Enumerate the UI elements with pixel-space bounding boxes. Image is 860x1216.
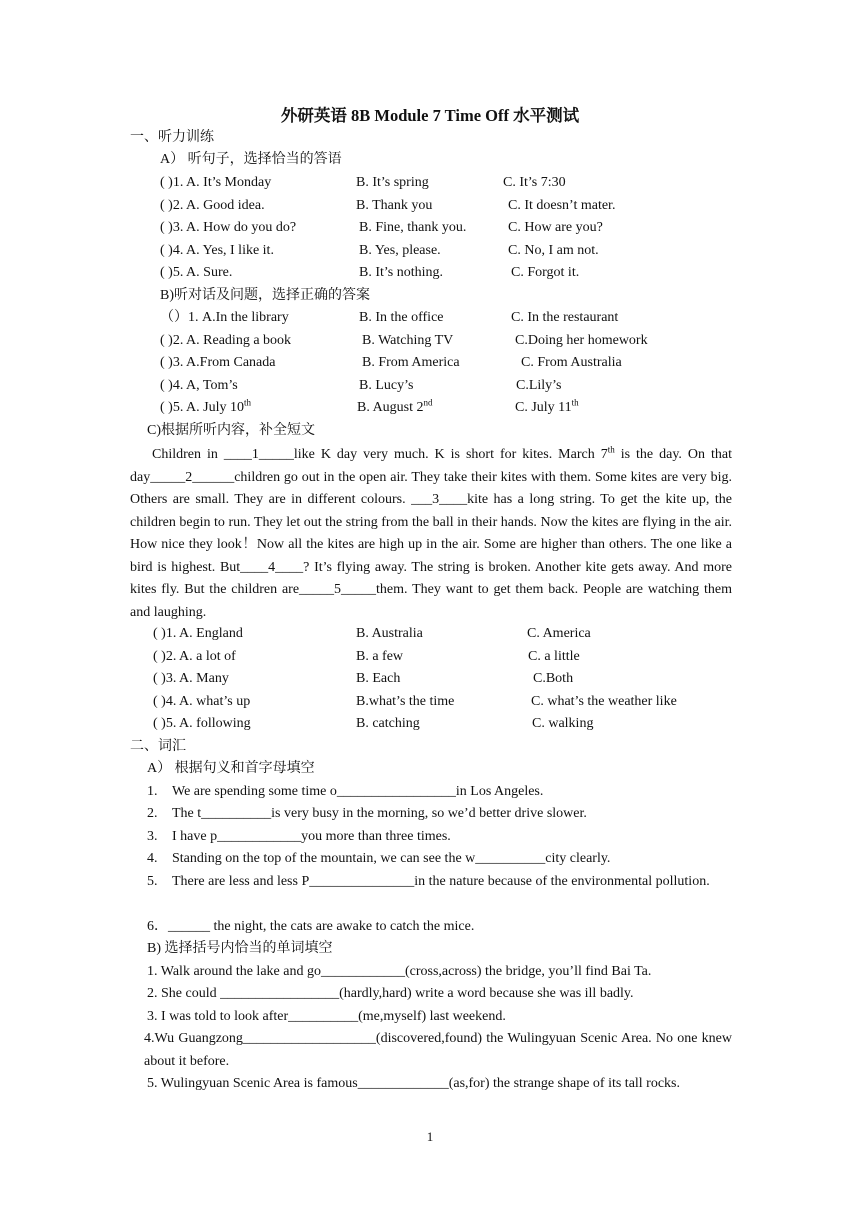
list-item: 1. Walk around the lake and go____________(cross,across) the bridge, you’ll find Bai Ta.: [147, 964, 652, 979]
question-option-a: （）1. A.In the library: [160, 310, 289, 325]
question-option-b: B. catching: [356, 716, 420, 731]
question-option-b: B. It’s spring: [356, 175, 429, 190]
question-option-c: C. a little: [528, 649, 580, 664]
question-option-c: C. In the restaurant: [511, 310, 619, 325]
question-option-c: C. From Australia: [521, 355, 622, 370]
list-item: I have p____________you more than three times.: [172, 829, 451, 844]
item-number: 5.: [147, 874, 158, 889]
question-option-a: ( )3. A.From Canada: [160, 355, 276, 370]
question-option-b: B. a few: [356, 649, 404, 664]
question-option-b: B. Yes, please.: [359, 243, 441, 258]
list-item: Standing on the top of the mountain, we can see the w__________city clearly.: [172, 851, 611, 866]
question-option-b: B. In the office: [359, 310, 444, 325]
section-2-heading: 二、词汇: [130, 739, 186, 754]
question-option-b: B. Each: [356, 671, 401, 686]
part-b-heading: B)听对话及问题，选择正确的答案: [160, 288, 370, 303]
list-item: 4.Wu Guangzong___________________(discovered,found) the Wulingyuan Scenic Area. No one knew about it before.: [144, 1031, 732, 1069]
item-number: 2.: [147, 806, 158, 821]
part-c-heading: C)根据所听内容，补全短文: [147, 423, 315, 438]
question-option-c: C. How are you?: [508, 220, 603, 235]
section-1-heading: 一、听力训练: [130, 130, 214, 145]
question-option-b: B.what’s the time: [356, 694, 455, 709]
question-option-a: ( )1. A. It’s Monday: [160, 175, 272, 190]
question-option-c: C. walking: [532, 716, 594, 731]
list-item: 6．______ the night, the cats are awake to catch the mice.: [147, 919, 475, 934]
question-option-a: ( )4. A. Yes, I like it.: [160, 243, 274, 258]
question-option-a: ( )5. A. following: [153, 716, 251, 731]
question-option-c: C. America: [527, 626, 591, 641]
part-a-heading: A） 听句子，选择恰当的答语: [160, 152, 342, 167]
question-option-b: B. Watching TV: [362, 333, 454, 348]
question-option-a: ( )2. A. Reading a book: [160, 333, 292, 348]
question-option-c: C.Lily’s: [516, 378, 562, 393]
question-option-a: ( )4. A. what’s up: [153, 694, 251, 709]
question-option-c: C. what’s the weather like: [531, 694, 677, 709]
question-option-b: B. It’s nothing.: [359, 265, 444, 280]
question-option-b: B. Fine, thank you.: [359, 220, 467, 235]
document-title: 外研英语 8B Module 7 Time Off 水平测试: [280, 106, 580, 125]
question-option-a: ( )5. A. July 10th: [160, 397, 252, 415]
cloze-passage: Children in ____1_____like K day very much. K is short for kites. March 7th is the day. On that day_____2______children go out in the open air. They take their kites with them. Some kites are very big. Others are small. They are in different colours. ___3____kite has a long string. To get the kite up, the children begin to run. They let out the string from the ball in their hands. Now the kites are flying in the air. How nice they look！Now all the kites are high up in the air. Some are higher than others. The one like a bird is highest. But____4____? It’s flying away. The string is broken. Another kite gets away. And more kites fly. But the children are_____5_____them. They want to get them back. People are watching them and laughing.: [130, 444, 732, 620]
list-item: 2. She could _________________(hardly,hard) write a word because she was ill badly.: [147, 986, 634, 1001]
question-option-a: ( )1. A. England: [153, 626, 243, 641]
question-option-c: C. July 11th: [515, 397, 579, 415]
list-item: There are less and less P_______________in the nature because of the environmental pollution.: [172, 874, 710, 889]
question-option-b: B. From America: [362, 355, 460, 370]
list-item: The t__________is very busy in the morning, so we’d better drive slower.: [172, 806, 587, 821]
question-option-a: ( )4. A, Tom’s: [160, 378, 238, 393]
question-option-b: B. Thank you: [356, 198, 433, 213]
question-option-b: B. Australia: [356, 626, 423, 641]
vocab-part-b-heading: B) 选择括号内恰当的单词填空: [147, 941, 333, 956]
question-option-a: ( )3. A. How do you do?: [160, 220, 297, 235]
vocab-part-a-heading: A） 根据句义和首字母填空: [147, 761, 315, 776]
question-option-c: C.Doing her homework: [515, 333, 648, 348]
question-option-b: B. August 2nd: [357, 397, 433, 415]
page-number: 1: [426, 1129, 434, 1144]
question-option-c: C. No, I am not.: [508, 243, 599, 258]
question-option-a: ( )2. A. a lot of: [153, 649, 236, 664]
question-option-c: C. It doesn’t mater.: [508, 198, 616, 213]
list-item: We are spending some time o_________________in Los Angeles.: [172, 784, 544, 799]
item-number: 4.: [147, 851, 158, 866]
question-option-c: C. Forgot it.: [511, 265, 580, 280]
question-option-c: C.Both: [533, 671, 574, 686]
question-option-a: ( )5. A. Sure.: [160, 265, 233, 280]
question-option-a: ( )3. A. Many: [153, 671, 229, 686]
question-option-c: C. It’s 7:30: [503, 175, 566, 190]
question-option-a: ( )2. A. Good idea.: [160, 198, 265, 213]
item-number: 1.: [147, 784, 158, 799]
list-item: 5. Wulingyuan Scenic Area is famous_____________(as,for) the strange shape of its tall rocks.: [147, 1076, 681, 1091]
item-number: 3.: [147, 829, 158, 844]
question-option-b: B. Lucy’s: [359, 378, 414, 393]
list-item: 3. I was told to look after__________(me,myself) last weekend.: [147, 1009, 506, 1024]
